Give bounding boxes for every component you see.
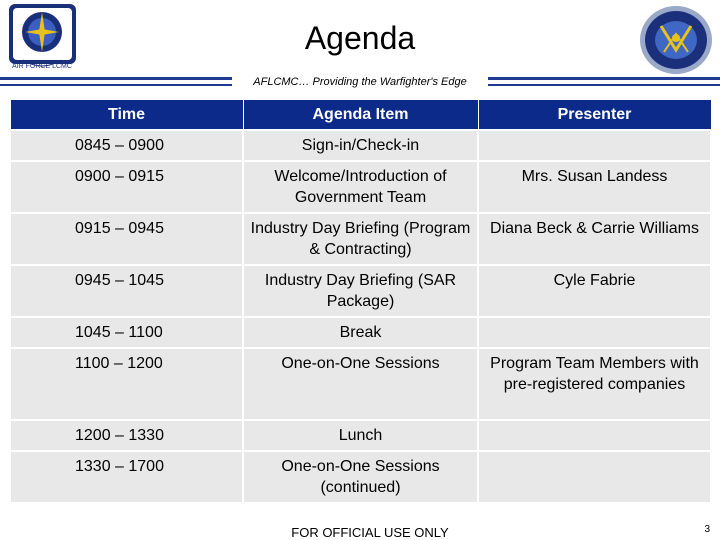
table-header-row xyxy=(10,100,711,131)
slide-title: Agenda xyxy=(304,20,416,56)
table-row xyxy=(10,161,711,213)
cell-time: 0915 – 0945 xyxy=(10,213,243,265)
cell-item: Break xyxy=(243,317,478,348)
cell-presenter xyxy=(478,130,711,161)
cell-presenter xyxy=(478,317,711,348)
cell-presenter: Cyle Fabrie xyxy=(478,265,711,317)
header-presenter: Presenter xyxy=(478,100,711,131)
cell-item: Industry Day Briefing (SAR Package) xyxy=(243,265,478,317)
tagline: AFLCMC… Providing the Warfighter's Edge xyxy=(232,74,488,90)
header-agenda-item: Agenda Item xyxy=(243,100,478,131)
table-row xyxy=(10,451,711,503)
table-row xyxy=(10,265,711,317)
cell-item: One-on-One Sessions (continued) xyxy=(243,451,478,503)
cell-time: 0845 – 0900 xyxy=(10,130,243,161)
cell-item: Lunch xyxy=(243,420,478,451)
cell-item: Sign-in/Check-in xyxy=(243,130,478,161)
cell-presenter: Program Team Members with pre-registered companies xyxy=(478,348,711,420)
cell-item: One-on-One Sessions xyxy=(243,348,478,420)
cell-time: 0945 – 1045 xyxy=(10,265,243,317)
agenda-table xyxy=(9,99,712,504)
cell-time: 1100 – 1200 xyxy=(10,348,243,420)
classification-footer: FOR OFFICIAL USE ONLY xyxy=(291,525,449,540)
table-row xyxy=(10,317,711,348)
svg-text:AIR FORCE LCMC: AIR FORCE LCMC xyxy=(12,63,72,70)
cell-item: Industry Day Briefing (Program & Contracting) xyxy=(243,213,478,265)
cell-item: Welcome/Introduction of Government Team xyxy=(243,161,478,213)
cell-presenter: Diana Beck & Carrie Williams xyxy=(478,213,711,265)
table-row xyxy=(10,348,711,420)
cell-presenter: Mrs. Susan Landess xyxy=(478,161,711,213)
table-row xyxy=(10,213,711,265)
table-row xyxy=(10,420,711,451)
table-row xyxy=(10,130,711,161)
page-number: 3 xyxy=(704,524,710,535)
cell-presenter xyxy=(478,420,711,451)
header-time: Time xyxy=(10,100,243,131)
cell-time: 1200 – 1330 xyxy=(10,420,243,451)
cell-time: 1045 – 1100 xyxy=(10,317,243,348)
cell-time: 0900 – 0915 xyxy=(10,161,243,213)
cell-time: 1330 – 1700 xyxy=(10,451,243,503)
cell-presenter xyxy=(478,451,711,503)
